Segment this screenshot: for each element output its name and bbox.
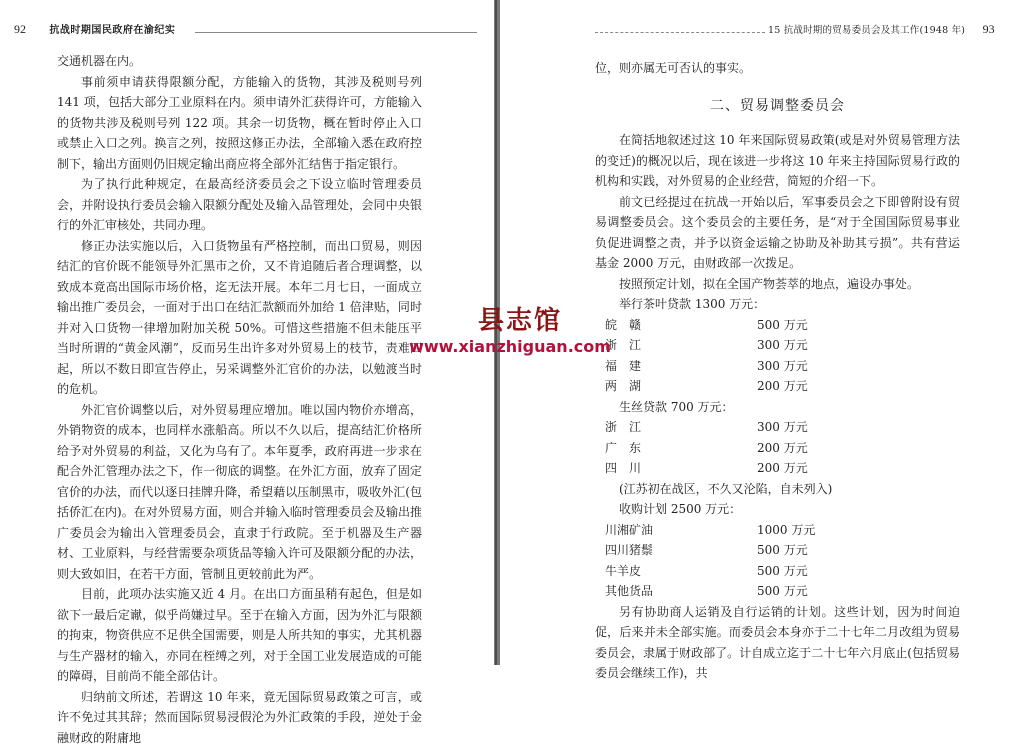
item-amount: 300 万元 [757,356,808,377]
paragraph: 外汇官价调整以后，对外贸易理应增加。唯以国内物价亦增高，外销物资的成本，也同样水涨船高。所以不久以后，提高结汇价格所给予对外贸易的利益，又化为乌有了。本年夏季，政府再进一步求在配合外汇管理办法之下，作一彻底的调整。在外汇方面，放弃了固定官价的办法，而代以逐日挂牌升降，希望藉以压制黑市，吸收外汇(包括侨汇在内)。在对外贸易方面，则合并输入临时管理委员会及输出推广委员会为输出入管理委员会，直隶于行政院。至于机器及生产器材、工业原料，与经营需要杂项货品等输入许可及限额分配的办法，则大致如旧，在若干方面，管制且更较前此为严。 [57,400,422,585]
watermark-title: 县志馆 [420,305,620,337]
list-heading: 生丝贷款 700 万元： [595,397,960,418]
item-amount: 200 万元 [757,376,808,397]
item-amount: 300 万元 [757,335,808,356]
item-amount: 200 万元 [757,458,808,479]
list-item [595,356,960,377]
paragraph: 归纳前文所述，若谓这 10 年来，竟无国际贸易政策之可言，或许不免过其其辞；然而国际贸易浸假沦为外汇政策的手段，逆处于金融财政的附庸地 [57,687,422,748]
right-body-text [595,58,960,684]
item-name: 福 建 [595,356,757,377]
item-name: 川湘矿油 [595,520,757,541]
item-name: 皖 赣 [595,315,757,336]
item-amount: 200 万元 [757,438,808,459]
left-page-number: 92 [14,22,26,36]
left-header [14,22,175,38]
watermark-url: www.xianzhiguan.com [400,337,620,357]
item-amount: 500 万元 [757,581,808,602]
item-name: 四川猪鬃 [595,540,757,561]
item-name: 两 湖 [595,376,757,397]
paragraph: 目前，此项办法实施又近 4 月。在出口方面虽稍有起色，但是如欲下一最后定谳，似乎尚嫌过早。至于在输入方面，因为外汇与限额的拘束，物资供应不足供全国需要，则是人所共知的事实，尤其机器与生产器材的输入，亦同在桎缚之列，对于全国工业发展造成的可能的障碍，目前尚不能全部估计。 [57,584,422,687]
right-page-number: 93 [983,22,995,36]
paragraph: 事前须申请获得限额分配，方能输入的货物，其涉及税则号列 141 项，包括大部分工业原料在内。须申请外汇获得许可，方能输入的货物共涉及税则号列 122 项。其余一切货物，概在暂时停止入口或禁止入口之列。换言之列，按照这修正办法，全部输入悉在政府控制下，输出方面则仍旧规定输出商应将全部外汇结售于指定银行。 [57,72,422,175]
paragraph: 前文已经提过在抗战一开始以后，军事委员会之下即曾附设有贸易调整委员会。这个委员会的主要任务，是“对于全国国际贸易事业负促进调整之责，并予以资金运输之协助及补助其亏损”。共有营运基金 2000 万元，由财政部一次拨足。 [595,192,960,274]
watermark [420,305,620,357]
paragraph: 按照预定计划，拟在全国产物荟萃的地点，遍设办事处。 [595,274,960,295]
paragraph: 为了执行此种规定，在最高经济委员会之下设立临时管理委员会，并附设执行委员会输入限额分配处及输入品管理处，会同中央银行的外汇审核处，共同办理。 [57,174,422,236]
list-item [595,561,960,582]
item-amount: 1000 万元 [757,520,815,541]
item-name: 广 东 [595,438,757,459]
paragraph: 修正办法实施以后，入口货物虽有严格控制，而出口贸易，则因结汇的官价既不能领导外汇黑市之价，又不肯追随后者合理调整，以致成本竟高出国际市场价格，迄无法开展。本年二月七日，一面成立输出推广委员会，一面对于出口在结汇款额而外加给 1 倍津贴，同时并对入口货物一律增加附加关税 50%。可惜这些措施不但未能压平当时所谓的“黄金风潮”，反而另生出许多对外贸易上的枝节，责难四起，所以不数日即宣告停止，另采调整外汇官价的办法，以勉渡当时的危机。 [57,236,422,400]
list-item [595,540,960,561]
list-heading: 收购计划 2500 万元： [595,499,960,520]
paragraph: 另有协助商人运销及自行运销的计划。这些计划，因为时间迫促，后来并未全部实施。而委员会本身亦于二十七年二月改组为贸易委员会，隶属于财政部了。计自成立迄于二十七年六月底止(包括贸易委员会继续工作)，共 [595,602,960,684]
list-item [595,417,960,438]
section-title: 二、贸易调整委员会 [595,96,960,117]
item-amount: 300 万元 [757,417,808,438]
paragraph: 在简括地叙述过这 10 年来国际贸易政策(或是对外贸易管理方法的变迁)的概况以后，现在该进一步将这 10 年来主持国际贸易行政的机构和实践，对外贸易的企业经营，简短的介绍一下。 [595,130,960,192]
list-item [595,335,960,356]
item-name: 其他货品 [595,581,757,602]
right-header [768,22,995,38]
item-amount: 500 万元 [757,561,808,582]
list-item [595,438,960,459]
item-name: 四 川 [595,458,757,479]
left-running-title: 抗战时期国民政府在渝纪实 [49,25,175,36]
item-amount: 500 万元 [757,315,808,336]
paragraph: 位，则亦属无可否认的事实。 [595,58,960,79]
right-running-title: 15 抗战时期的贸易委员会及其工作(1948 年) [768,25,965,36]
list-heading: 举行茶叶贷款 1300 万元： [595,294,960,315]
list-item [595,458,960,479]
paragraph: 交通机器在内。 [57,51,422,72]
list-item [595,376,960,397]
right-header-rule [595,32,765,33]
list-item [595,315,960,336]
item-amount: 500 万元 [757,540,808,561]
list-item [595,581,960,602]
left-body-text [57,51,422,748]
list-item [595,520,960,541]
left-header-rule [195,32,477,33]
item-name: 浙 江 [595,335,757,356]
item-name: 牛羊皮 [595,561,757,582]
list-note: (江苏初在战区，不久又沦陷，自未列入) [595,479,960,500]
item-name: 浙 江 [595,417,757,438]
